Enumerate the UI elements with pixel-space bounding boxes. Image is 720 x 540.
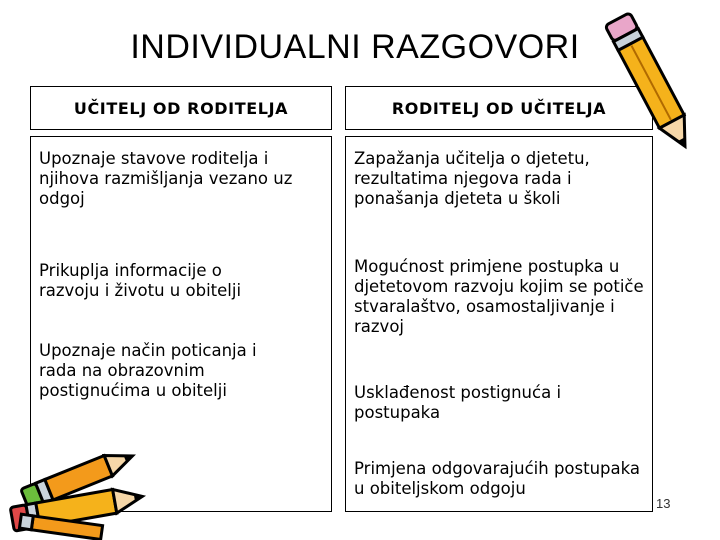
page-number: 13 <box>656 496 671 511</box>
right-item-4: Primjena odgovarajućih postupaka u obiteljskom odgoju <box>354 459 641 498</box>
pencil-icon <box>598 4 708 164</box>
left-item-1: Upoznaje stavove roditelja i njihova razmišljanja vezano uz odgoj <box>39 149 293 208</box>
right-column <box>345 136 653 512</box>
pencils-icon <box>2 432 152 538</box>
right-column-header: RODITELJ OD UČITELJA <box>345 86 653 130</box>
left-item-3: Upoznaje način poticanja i rada na obrazovnim postignućima u obitelji <box>39 341 257 400</box>
left-column-header: UČITELJ OD RODITELJA <box>30 86 332 130</box>
slide-title: INDIVIDUALNI RAZGOVORI <box>130 28 580 66</box>
right-item-1: Zapažanja učitelja o djetetu, rezultatima njegova rada i ponašanja djeteta u školi <box>354 149 590 208</box>
right-item-2: Mogućnost primjene postupka u djetetovom razvoju kojim se potiče stvaralaštvo, osamostaljivanje i razvoj <box>354 257 644 336</box>
left-item-2: Prikuplja informacije o razvoju i životu u obitelji <box>39 261 242 300</box>
right-item-3: Usklađenost postignuća i postupaka <box>354 383 562 422</box>
